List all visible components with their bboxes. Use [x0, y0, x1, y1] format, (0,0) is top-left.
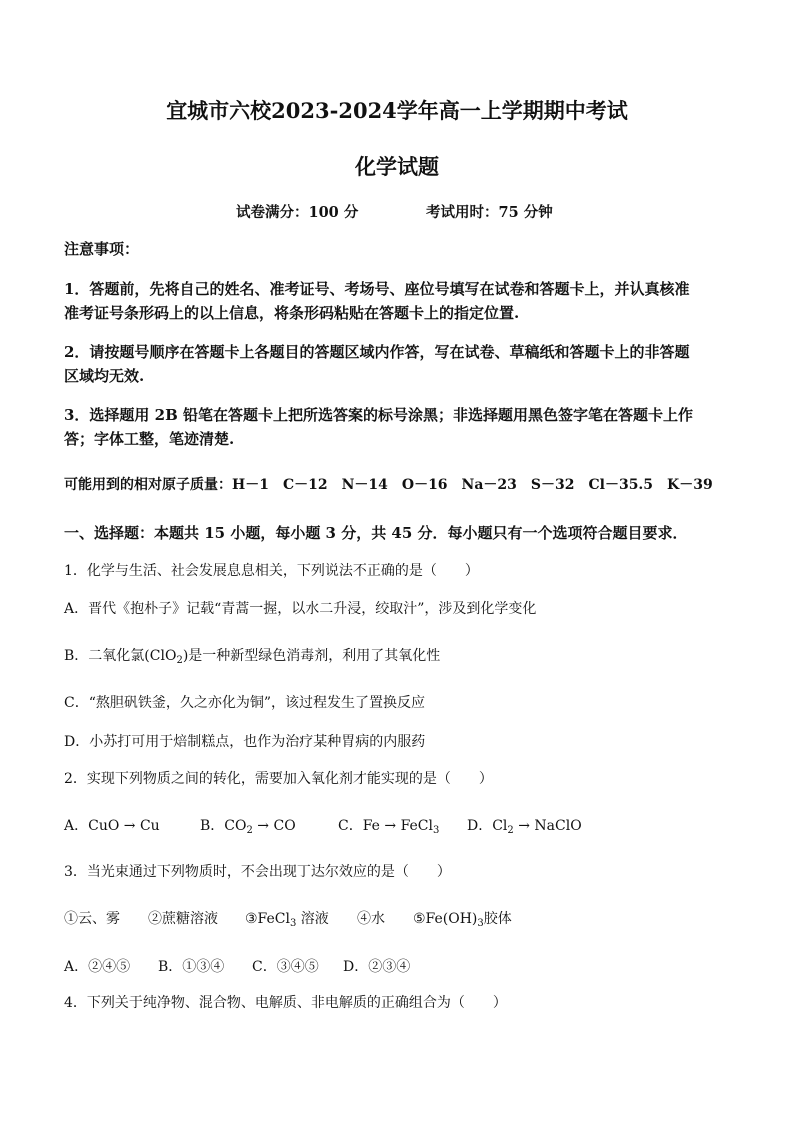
exam-title: 宜城市六校2023-2024学年高一上学期期中考试: [166, 98, 628, 123]
full-score: 试卷满分：100 分: [236, 204, 359, 221]
notice-item-2-line-2: 区域均无效.: [64, 367, 145, 385]
question-1-option-d: D．小苏打可用于焙制糕点，也作为治疗某种胃病的内服药: [64, 734, 426, 750]
question-3-option-c: C．③④⑤: [252, 959, 319, 975]
exam-duration: 考试用时：75 分钟: [426, 204, 553, 221]
question-2-stem: 2．实现下列物质之间的转化，需要加入氧化剂才能实现的是（ ）: [64, 771, 493, 787]
notice-item-2-line-1: 2．请按题号顺序在答题卡上各题目的答题区域内作答，写在试卷、草稿纸和答题卡上的非答题: [64, 343, 690, 361]
section-heading: 一、选择题：本题共 15 小题，每小题 3 分，共 45 分．每小题只有一个选项符合题目要求．: [64, 524, 688, 542]
question-3-item-3: ③FeCl$_3$ 溶液: [245, 911, 329, 929]
question-2-option-c: C．Fe → FeCl$_3$: [338, 818, 440, 836]
question-2-option-b: B．$CO_2$ → CO: [200, 818, 296, 836]
question-3-item-1: ①云、雾: [64, 911, 120, 927]
question-2-option-a: A．CuO → Cu: [64, 818, 160, 834]
question-4-stem: 4．下列关于纯净物、混合物、电解质、非电解质的正确组合为（ ）: [64, 995, 507, 1011]
question-3-item-4: ④水: [357, 911, 385, 927]
question-3-item-5: $⑤Fe(OH)_3$胶体: [413, 911, 512, 929]
question-1-option-c: C．“熬胆矾铁釜，久之亦化为铜”，该过程发生了置换反应: [64, 695, 426, 711]
question-1-stem: 1．化学与生活、社会发展息息相关，下列说法不正确的是（ ）: [64, 563, 479, 579]
notice-item-3-line-2: 答；字体工整，笔迹清楚.: [64, 430, 235, 448]
question-2-option-d: D．$Cl_2$ → NaClO: [467, 818, 582, 836]
question-1-option-b: B．二氧化氯(ClO$_2$)是一种新型绿色消毒剂，利用了其氧化性: [64, 648, 441, 666]
notice-item-1-line-2: 准考证号条形码上的以上信息，将条形码粘贴在答题卡上的指定位置.: [64, 304, 520, 322]
question-3-option-d: D．②③④: [343, 959, 411, 975]
question-3-option-a: A．②④⑤: [64, 959, 131, 975]
exam-subtitle: 化学试题: [355, 154, 439, 179]
question-3-option-b: B．①③④: [158, 959, 225, 975]
notice-item-1-line-1: 1．答题前，先将自己的姓名、准考证号、考场号、座位号填写在试卷和答题卡上，并认真核准: [64, 280, 690, 298]
question-3-stem: 3．当光束通过下列物质时，不会出现丁达尔效应的是（ ）: [64, 864, 451, 880]
notice-item-3-line-1: 3．选择题用 2B 铅笔在答题卡上把所选答案的标号涂黑；非选择题用黑色签字笔在答题卡上作: [64, 406, 694, 424]
question-3-item-2: ②蔗糖溶液: [148, 911, 218, 927]
question-1-option-a: A．晋代《抱朴子》记载“青蒿一握，以水二升浸，绞取汁”，涉及到化学变化: [64, 601, 537, 617]
atomic-masses: 可能用到的相对原子质量：H－1 C－12 N－14 O－16 Na－23 S－32 Cl－35.5 K－39: [64, 477, 713, 493]
notice-heading: 注意事项：: [64, 240, 140, 258]
